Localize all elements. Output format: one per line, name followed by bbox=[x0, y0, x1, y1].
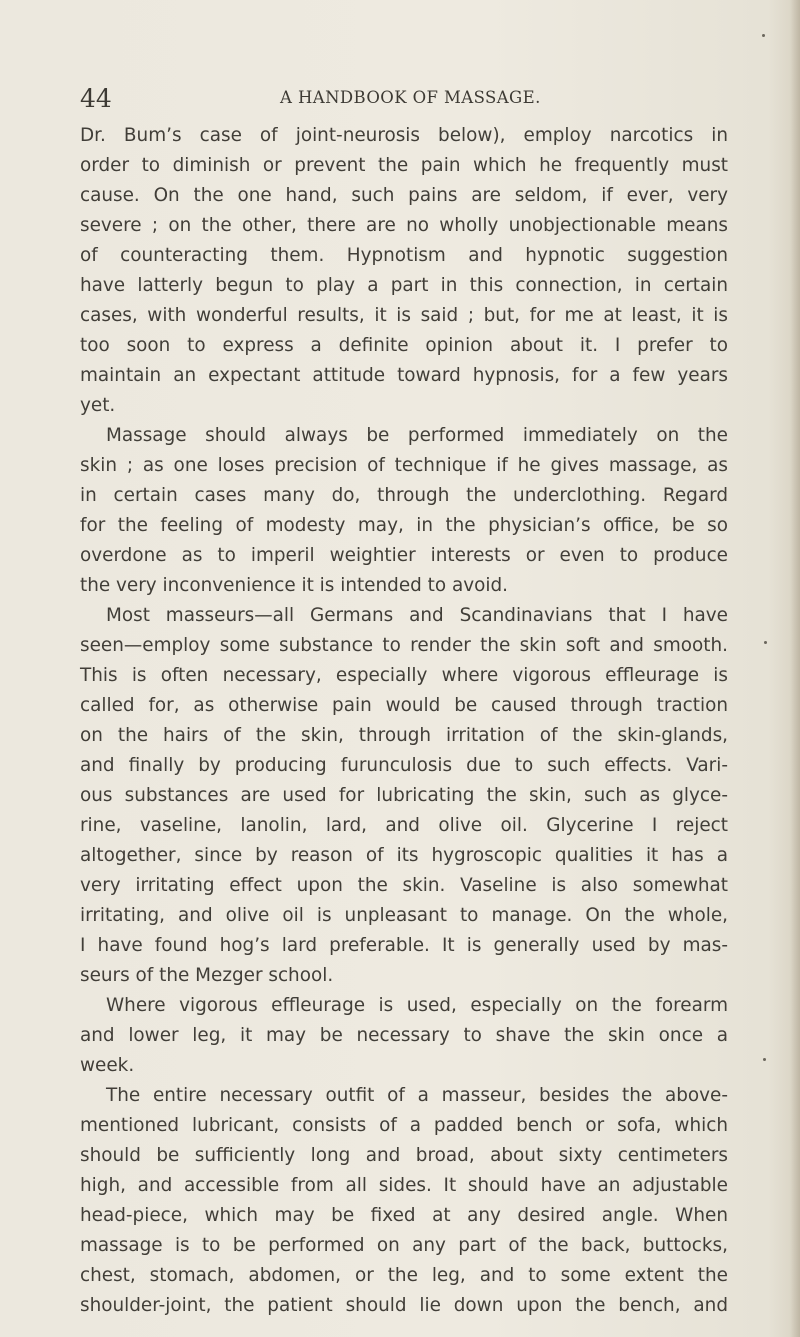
text-line: called for, as otherwise pain would be caused through traction bbox=[80, 695, 728, 716]
text-line: very irritating effect upon the skin. Vaseline is also somewhat bbox=[80, 875, 728, 896]
text-line: for the feeling of modesty may, in the physician’s office, be so bbox=[80, 515, 728, 536]
text-line: irritating, and olive oil is unpleasant to manage. On the whole, bbox=[80, 905, 728, 926]
text-line: Where vigorous effleurage is used, especially on the forearm bbox=[106, 995, 728, 1016]
text-line: and finally by producing furunculosis due to such effects. Vari- bbox=[80, 755, 728, 776]
text-line: overdone as to imperil weightier interests or even to produce bbox=[80, 545, 728, 566]
paper-speck bbox=[763, 1058, 766, 1061]
text-line: altogether, since by reason of its hygroscopic qualities it has a bbox=[80, 845, 728, 866]
text-line: too soon to express a definite opinion about it. I prefer to bbox=[80, 335, 728, 356]
text-line: Dr. Bum’s case of joint-neurosis below), employ narcotics in bbox=[80, 125, 728, 146]
text-line: chest, stomach, abdomen, or the leg, and to some extent the bbox=[80, 1265, 728, 1286]
text-line: high, and accessible from all sides. It should have an adjustable bbox=[80, 1175, 728, 1196]
text-line: This is often necessary, especially where vigorous effleurage is bbox=[80, 665, 728, 686]
text-line: have latterly begun to play a part in this connection, in certain bbox=[80, 275, 728, 296]
paper-speck bbox=[764, 641, 767, 644]
text-line: severe ; on the other, there are no wholly unobjectionable means bbox=[80, 215, 728, 236]
page-edge-shadow bbox=[790, 0, 800, 1337]
paper-speck bbox=[762, 34, 765, 37]
text-line: Most masseurs—all Germans and Scandinavians that I have bbox=[106, 605, 728, 626]
page-number: 44 bbox=[80, 84, 112, 113]
text-line: in certain cases many do, through the underclothing. Regard bbox=[80, 485, 728, 506]
text-line: cause. On the one hand, such pains are seldom, if ever, very bbox=[80, 185, 728, 206]
text-line: maintain an expectant attitude toward hypnosis, for a few years bbox=[80, 365, 728, 386]
text-line: head-piece, which may be fixed at any desired angle. When bbox=[80, 1205, 728, 1226]
text-line: shoulder-joint, the patient should lie down upon the bench, and bbox=[80, 1295, 728, 1316]
text-line: ous substances are used for lubricating the skin, such as glyce- bbox=[80, 785, 728, 806]
page-header bbox=[80, 84, 740, 114]
text-line: seurs of the Mezger school. bbox=[80, 965, 334, 986]
text-line: yet. bbox=[80, 395, 116, 416]
text-line: the very inconvenience it is intended to avoid. bbox=[80, 575, 509, 596]
text-line: on the hairs of the skin, through irritation of the skin-glands, bbox=[80, 725, 728, 746]
text-line: seen—employ some substance to render the skin soft and smooth. bbox=[80, 635, 728, 656]
text-line: massage is to be performed on any part of the back, buttocks, bbox=[80, 1235, 728, 1256]
text-line: week. bbox=[80, 1055, 135, 1076]
running-head: A HANDBOOK OF MASSAGE. bbox=[280, 88, 541, 107]
body-text bbox=[80, 121, 728, 1321]
text-line: rine, vaseline, lanolin, lard, and olive oil. Glycerine I reject bbox=[80, 815, 728, 836]
text-line: Massage should always be performed immediately on the bbox=[106, 425, 728, 446]
text-line: skin ; as one loses precision of technique if he gives massage, as bbox=[80, 455, 728, 476]
text-line: cases, with wonderful results, it is said ; but, for me at least, it is bbox=[80, 305, 728, 326]
text-line: order to diminish or prevent the pain which he frequently must bbox=[80, 155, 728, 176]
text-line: I have found hog’s lard preferable. It is generally used by mas- bbox=[80, 935, 728, 956]
text-line: mentioned lubricant, consists of a padded bench or sofa, which bbox=[80, 1115, 728, 1136]
text-line: of counteracting them. Hypnotism and hypnotic suggestion bbox=[80, 245, 728, 266]
text-line: and lower leg, it may be necessary to shave the skin once a bbox=[80, 1025, 728, 1046]
text-line: The entire necessary outfit of a masseur, besides the above- bbox=[106, 1085, 728, 1106]
text-line: should be sufficiently long and broad, about sixty centimeters bbox=[80, 1145, 728, 1166]
